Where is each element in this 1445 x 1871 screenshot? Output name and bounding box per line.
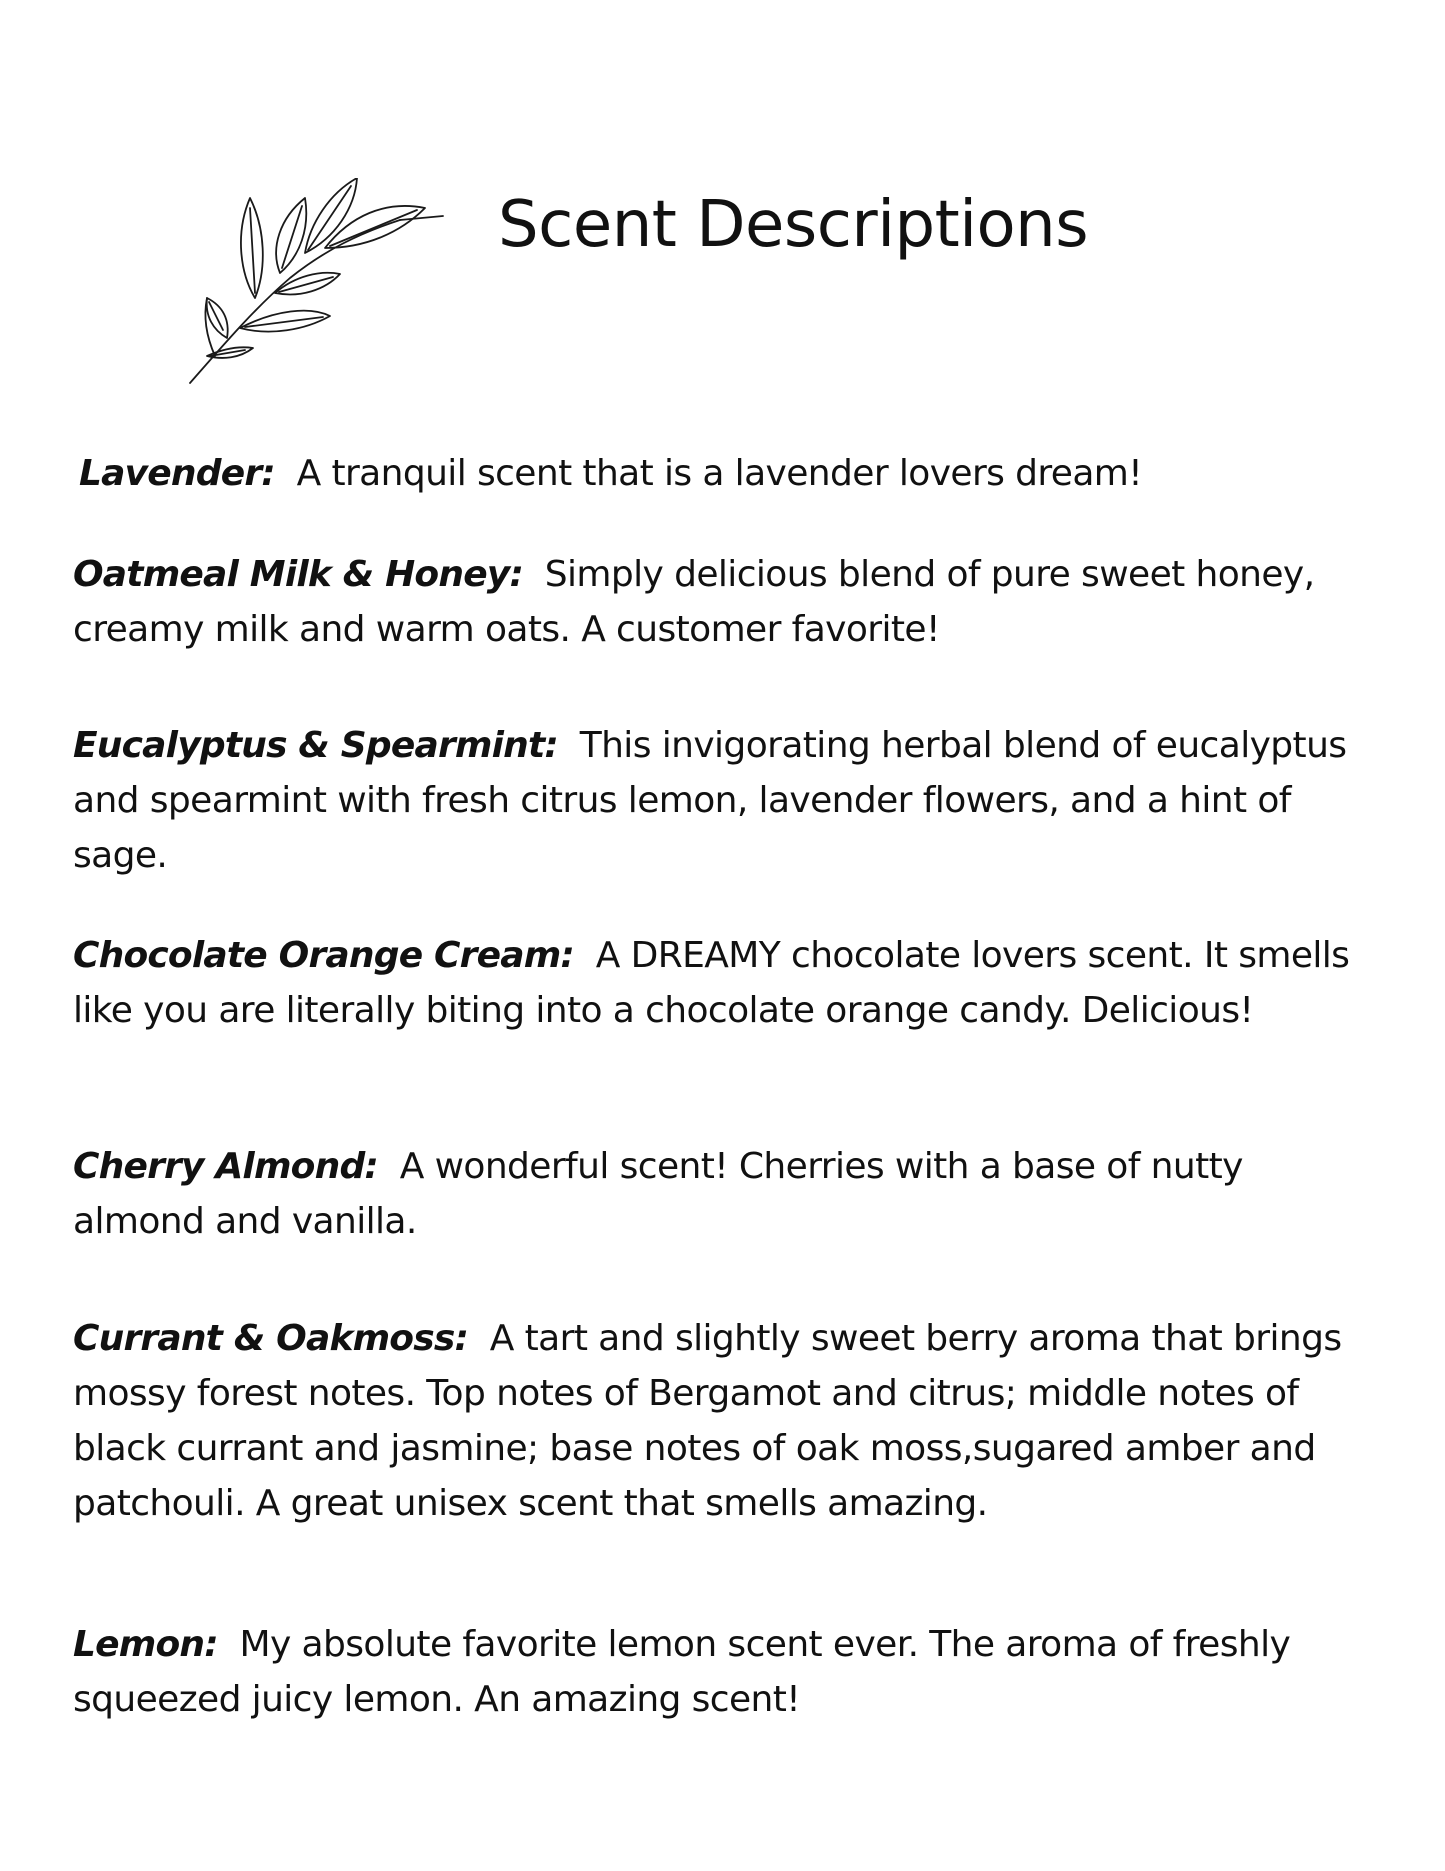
scent-entry-chocolate-orange-cream	[73, 928, 1363, 1038]
scent-description: A tart and slightly sweet berry aroma that brings mossy forest notes. Top notes of Bergamot and citrus; middle notes of black currant and jasmine; base notes of oak moss,sugared amber and patchouli. A great unisex scent that smells amazing.	[73, 1318, 1342, 1524]
scent-description: This invigorating herbal blend of eucalyptus and spearmint with fresh citrus lemon, lavender flowers, and a hint of sage.	[73, 725, 1347, 876]
scent-name: Currant & Oakmoss:	[73, 1318, 469, 1359]
scent-name: Oatmeal Milk & Honey:	[73, 554, 524, 595]
scent-entry-oatmeal-milk-honey	[73, 547, 1363, 657]
scent-entry-currant-oakmoss	[73, 1311, 1363, 1531]
scent-name: Lemon:	[73, 1624, 218, 1665]
leaf-sprig-icon	[185, 178, 455, 388]
scent-description: My absolute favorite lemon scent ever. The aroma of freshly squeezed juicy lemon. An amazing scent!	[73, 1624, 1291, 1720]
scent-description: A DREAMY chocolate lovers scent. It smells like you are literally biting into a chocolate orange candy. Delicious!	[73, 935, 1350, 1031]
scent-entry-lemon	[73, 1617, 1363, 1727]
scent-description: A wonderful scent! Cherries with a base of nutty almond and vanilla.	[73, 1146, 1243, 1242]
scent-name: Cherry Almond:	[73, 1146, 379, 1187]
scent-description: Simply delicious blend of pure sweet honey, creamy milk and warm oats. A customer favorite!	[73, 554, 1315, 650]
scent-name: Lavender:	[79, 453, 275, 494]
scent-name: Eucalyptus & Spearmint:	[73, 725, 559, 766]
page-title: Scent Descriptions	[498, 188, 1089, 262]
scent-description: A tranquil scent that is a lavender lovers dream!	[296, 453, 1143, 494]
scent-entry-lavender	[79, 446, 1369, 501]
scent-name: Chocolate Orange Cream:	[73, 935, 575, 976]
scent-entry-eucalyptus-spearmint	[73, 718, 1363, 883]
scent-entry-cherry-almond	[73, 1139, 1363, 1249]
